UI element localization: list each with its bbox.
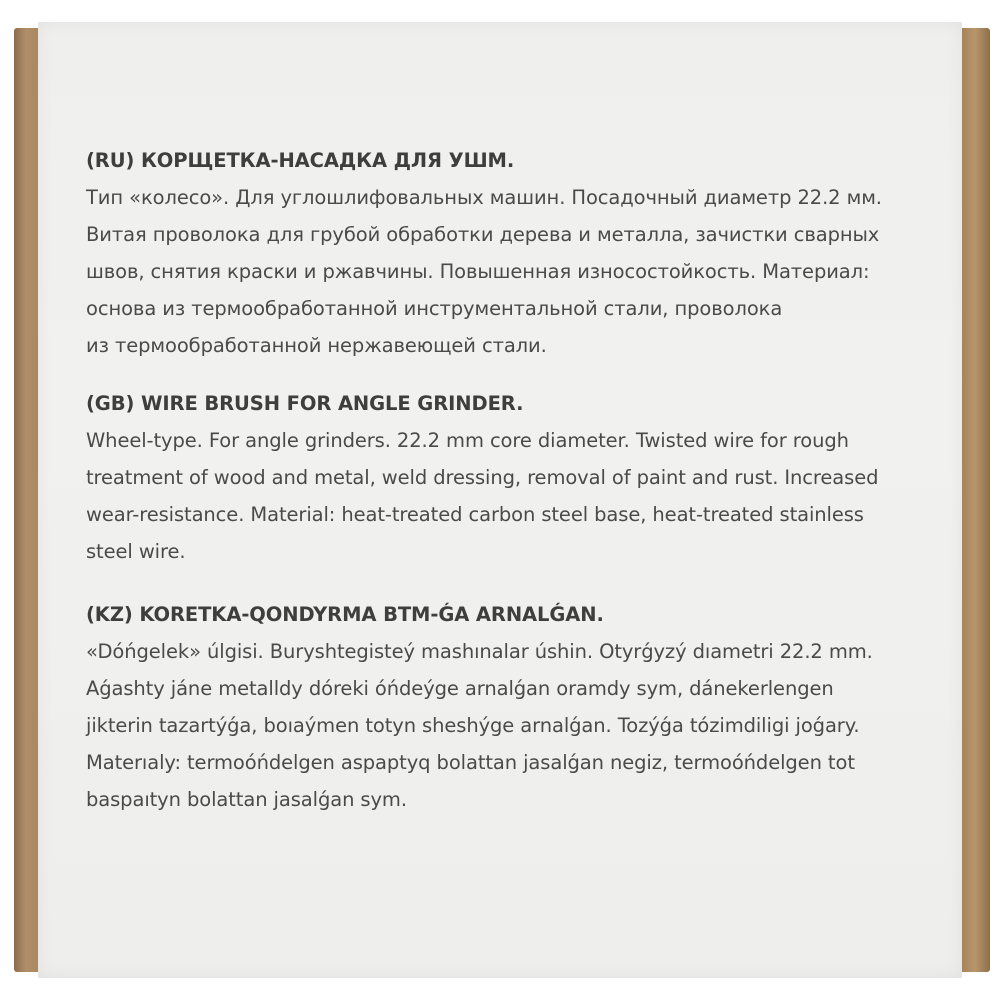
text-line: wear-resistance. Material: heat-treated carbon steel base, heat-treated stainless [86,503,864,526]
text-line: основа из термообработанной инструментальной стали, проволока [86,297,783,320]
text-line: Wheel-type. For angle grinders. 22.2 mm core diameter. Twisted wire for rough [86,429,849,452]
text-line: Тип «колесо». Для углошлифовальных машин. Посадочный диаметр 22.2 мм. [86,186,882,209]
section-heading-ru: (RU) КОРЩЕТКА-НАСАДКА ДЛЯ УШМ. [86,149,515,172]
section-heading-gb: (GB) WIRE BRUSH FOR ANGLE GRINDER. [86,392,524,415]
text-line: из термообработанной нержавеющей стали. [86,334,547,357]
text-line: steel wire. [86,540,186,563]
section-heading-kz: (KZ) KORETKA-QONDYRMA BTM-ǴA ARNALǴAN. [86,603,604,626]
cardboard-flap-left [14,28,40,972]
text-line: «Dóńgelek» úlgisi. Buryshtegisteý mashınalar úshin. Otyrǵyzý dıametri 22.2 mm. [86,640,873,663]
text-line: Materıaly: termoóńdelgen aspaptyq bolattan jasalǵan negiz, termoóńdelgen tot [86,751,855,774]
text-line: baspaıtyn bolattan jasalǵan sym. [86,788,407,811]
section-kz [86,596,946,818]
section-ru [86,142,946,364]
text-line: jikterin tazartýǵa, boıaýmen totyn sheshýge arnalǵan. Tozýǵa tózimdiligi joǵary. [86,714,860,737]
text-line: Aǵashty jáne metalldy dóreki óńdeýge arnalǵan oramdy sym, dánekerlengen [86,677,834,700]
text-line: Витая проволока для грубой обработки дерева и металла, зачистки сварных [86,223,880,246]
cardboard-flap-right [960,28,990,972]
section-gb [86,385,946,570]
text-line: швов, снятия краски и ржавчины. Повышенная износостойкость. Материал: [86,260,870,283]
box-panel [38,22,962,978]
text-line: treatment of wood and metal, weld dressing, removal of paint and rust. Increased [86,466,879,489]
